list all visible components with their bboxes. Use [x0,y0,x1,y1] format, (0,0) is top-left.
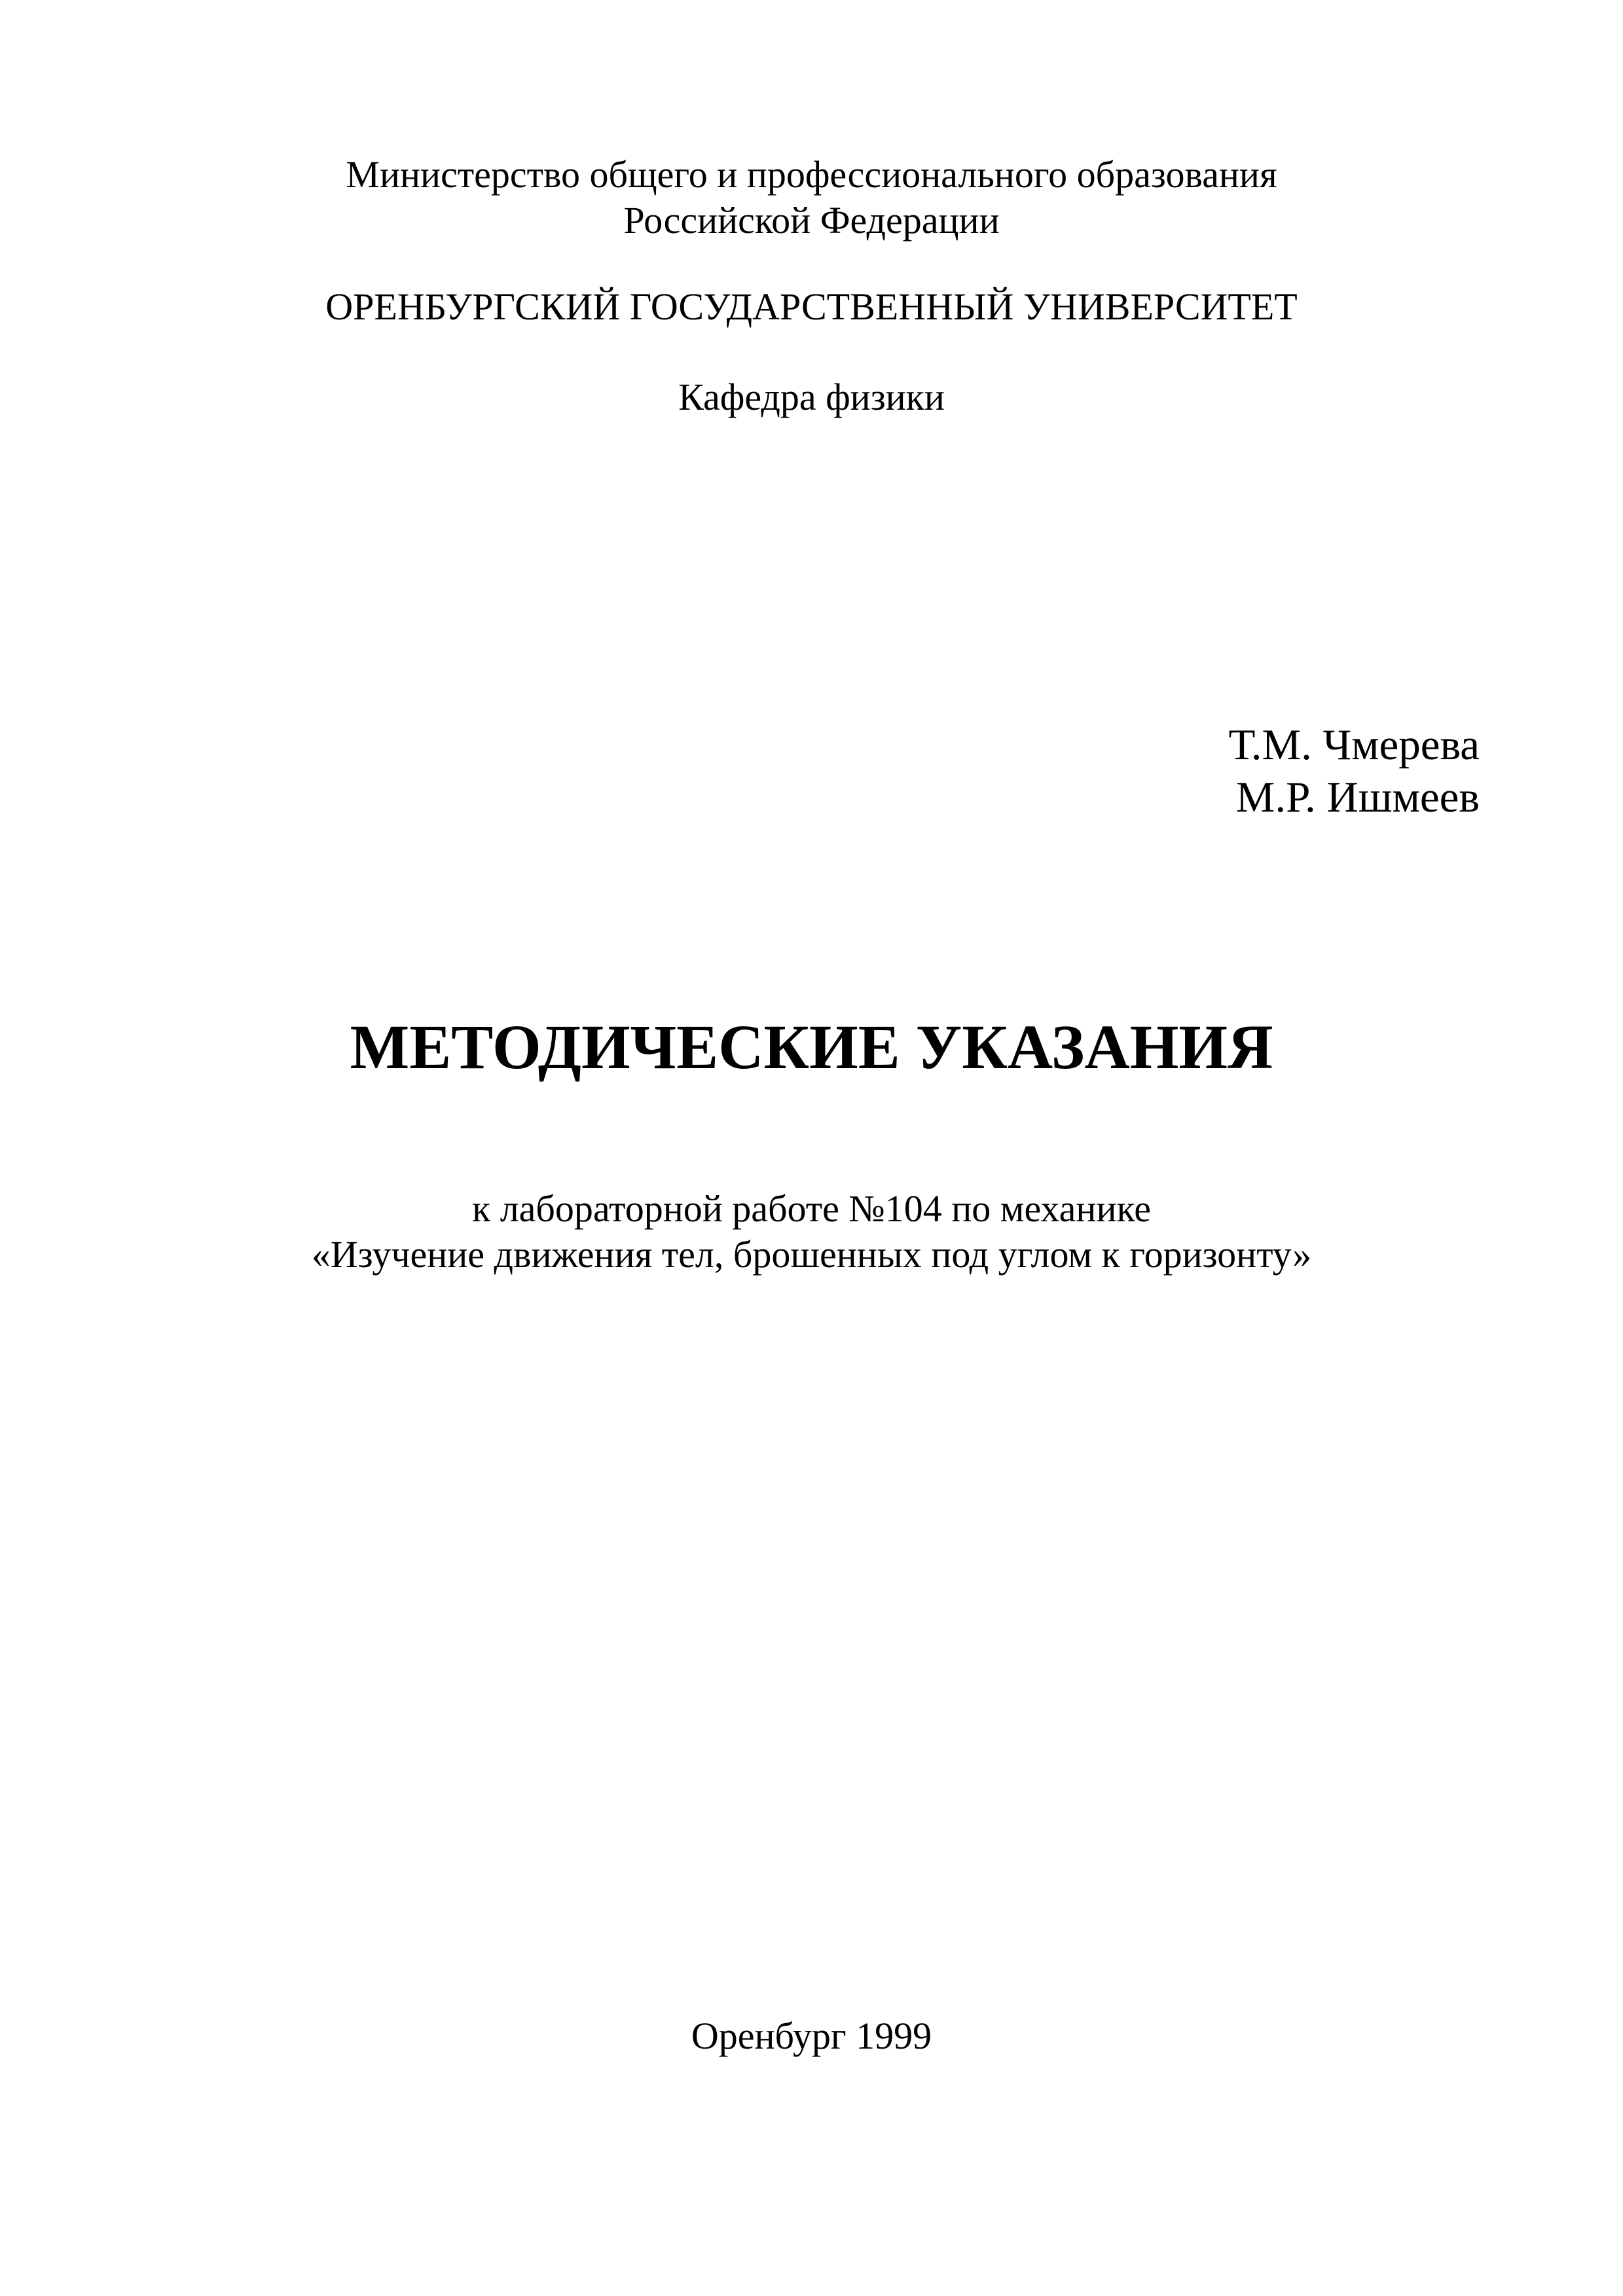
document-title: МЕТОДИЧЕСКИЕ УКАЗАНИЯ [350,1012,1273,1082]
authors-block [1113,723,1480,828]
subtitle-line-1: к лабораторной работе №104 по механике [472,1187,1151,1230]
place-and-year: Оренбург 1999 [691,2015,932,2057]
ministry-line-1: Министерство общего и профессионального образования [346,153,1277,196]
author-2: М.Р. Ишмеев [1235,773,1480,821]
ministry-line-2: Российской Федерации [623,199,1000,242]
subtitle-line-2: «Изучение движения тел, брошенных под углом к горизонту» [311,1233,1312,1276]
department-name: Кафедра физики [678,376,945,418]
author-1: Т.М. Чмерева [1228,721,1480,769]
university-name: ОРЕНБУРГСКИЙ ГОСУДАРСТВЕННЫЙ УНИВЕРСИТЕТ [325,285,1298,328]
